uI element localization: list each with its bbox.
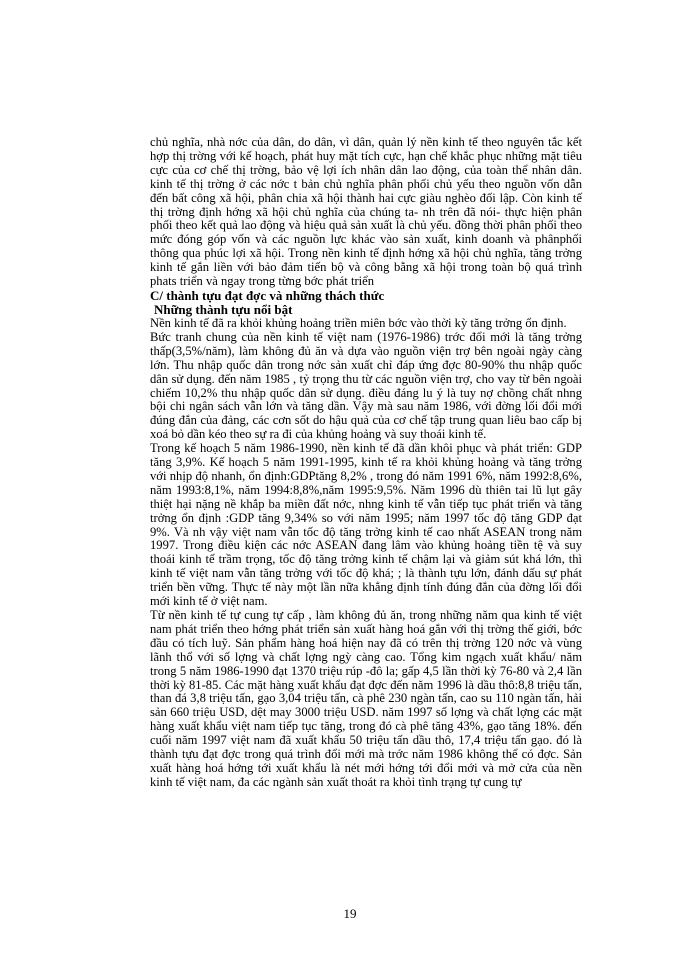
body-paragraph: Trong kế hoạch 5 năm 1986-1990, nền kinh tế đã dần khôi phục và phát triển: GDP tăng 3,9%. Kế hoạch 5 năm 1991-1995, kinh tế ra khỏi khủng hoảng và tăng trởng với nhịp độ nhanh, ổn định:GDPtăng 8,2% , trong đó năm 1991 6%, năm 1992:8,6%, năm 1993:8,1%, năm 1994:8,8%,năm 1995:9,5%. Năm 1996 dù thiên tai lũ lụt gây thiệt hại nặng nề khắp ba miền đất nớc, nhng kinh tế vẫn tiếp tục phát triển và tăng trởng ổn định :GDP tăng 9,34% so với năm 1995; năm 1997 tốc độ tăng GDP đạt 9%. Và nh vậy việt nam vẫn tốc độ tăng trởng kinh tế cao nhất ASEAN trong năm 1997. Trong điều kiện các nớc ASEAN đang lâm vào khủng hoảng tiền tệ và suy thoái kinh tế trầm trọng, tốc độ tăng trởng kinh tế chậm lại và giảm sút khá lớn, thì kinh tế việt nam vẫn tăng trởng với tốc độ khá; ; là thành tựu lớn, đánh dấu sự phát triển bền vững. Thực tế này một lần nữa khẳng định tính đúng đắn của đờng lối đổi mới kinh tế ở việt nam.: [150, 441, 582, 609]
body-paragraph: Bức tranh chung của nền kinh tế việt nam (1976-1986) trớc đổi mới là tăng trởng thấp(3,5%/năm), làm không đủ ăn và dựa vào nguồn viện trợ bên ngoài ngày càng lớn. Thu nhập quốc dân trong nớc sản xuất chỉ đáp ứng đợc 80-90% thu nhập quốc dân sử dụng. đến năm 1985 , tỷ trọng thu từ các nguồn viện trợ, cho vay từ bên ngoài chiếm 10,2% thu nhập quốc dân sử dụng. điều đáng lu ý là tuy nợ chồng chất nhng bội chi ngân sách vẫn lớn và tăng dần. Vậy mà sau năm 1986, với đờng lối đổi mới đúng đắn của đảng, các cơn sốt do hậu quả của cơ chế tập trung quan liêu bao cấp bị xoá bỏ dần kéo theo sự ra đi của khủng hoảng và suy thoái kinh tế.: [150, 329, 582, 442]
page-body: [150, 136, 582, 790]
subsection-heading: Những thành tựu nổi bật: [154, 301, 293, 317]
section-heading: C/ thành tựu đạt đợc và những thách thức: [150, 287, 385, 303]
page-number: 19: [343, 906, 357, 921]
body-paragraph: Nền kinh tế đã ra khỏi khủng hoảng triền miên bớc vào thời kỳ tăng trởng ổn định.: [150, 315, 567, 330]
body-paragraph: Từ nền kinh tế tự cung tự cấp , làm không đủ ăn, trong những năm qua kinh tế việt nam phát triển theo hớng phát triển sản xuất hàng hoá gắn với thị trờng thế giới, bớc đầu có tích luỹ. Sản phẩm hàng hoá hiện nay đã có trên thị trờng 120 nớc và vùng lãnh thổ với số lợng và chất lợng ngỳ càng cao. Tổng kim ngạch xuất khẩu/ năm trong 5 năm 1986-1990 đạt 1370 triệu rúp -đô la; gấp 4,5 lần thời kỳ 76-80 và 2,4 lần thời kỳ 81-85. Các mặt hàng xuất khẩu đạt đợc đến năm 1996 là dầu thô:8,8 triệu tấn, than đá 3,8 triệu tấn, gạo 3,04 triệu tấn, cà phê 230 ngàn tấn, cao su 110 ngàn tấn, hải sản 660 triệu USD, dệt may 3000 triệu USD. năm 1997 số lợng và chất lợng các mặt hàng xuất khẩu việt nam tiếp tục tăng, trong đó cà phê tăng 43%, gạo tăng 18%. đến cuối năm 1997 việt nam đã xuất khẩu 50 triệu tấn dầu thô, 17,4 triệu tấn gạo. đó là thành tựu đạt đợc trong quá trình đổi mới mà trớc năm 1986 không thể có đợc. Sản xuất hàng hoá hớng tới xuất khẩu là nét mới hớng tới đổi mới và mở cửa của nền kinh tế việt nam, đa các ngành sản xuất thoát ra khỏi tình trạng tự cung tự: [150, 608, 582, 789]
body-paragraph: chủ nghĩa, nhà nớc của dân, do dân, vì dân, quản lý nền kinh tế theo nguyên tắc kết hợp thị trờng với kế hoạch, phát huy mặt tích cực, hạn chế khắc phục những mặt tiêu cực của cơ chế thị trờng, bảo vệ lợi ích nhân dân lao động, của toàn thể nhân dân. kinh tế thị trờng ở các nớc t bản chủ nghĩa phân phối chủ yếu theo nguồn vốn dẫn đến bất công xã hội, phân chia xã hội thành hai cực giàu nghèo đối lập. Còn kinh tế thị trờng định hớng xã hội chủ nghĩa của chúng ta- nh trên đã nói- thực hiện phân phối theo kết quả lao động và hiệu quả sản xuất là chủ yếu. đồng thời phân phối theo mức đóng góp vốn và các nguồn lực khác vào sản xuất, kinh doanh và phânphối thông qua phúc lợi xã hội. Trong nền kinh tế định hớng xã hội chủ nghĩa, tăng trởng kinh tế gắn liền với bảo đảm tiến bộ và công bằng xã hội trong toàn bộ quá trình phats triển và ngay trong từng bớc phát triển: [150, 135, 582, 289]
